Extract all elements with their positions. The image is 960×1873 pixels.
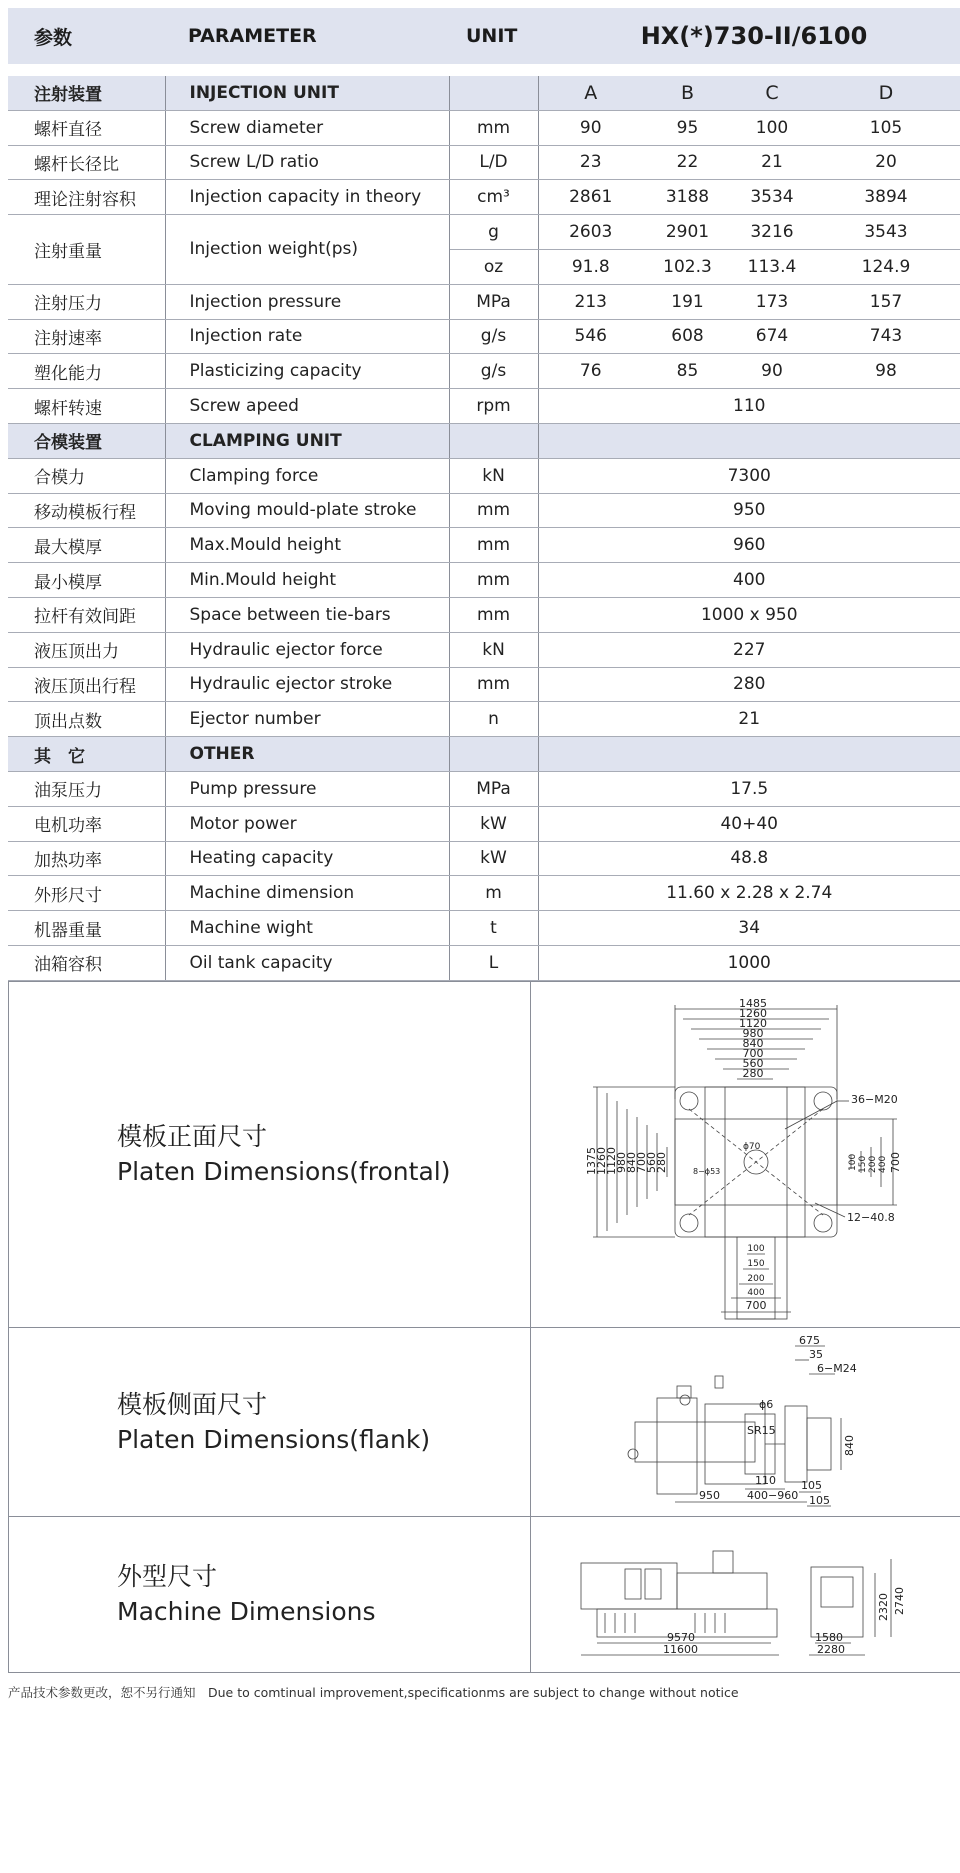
callout-label: 8−ϕ53 [693,1167,721,1177]
row-en: Injection rate [165,319,449,354]
row-unit: MPa [449,771,538,806]
section-injection [8,76,960,110]
dim-label: 6−M24 [817,1361,857,1375]
section-en: CLAMPING UNIT [165,423,449,458]
table-row [8,319,960,354]
dim-label: 200 [747,1274,765,1285]
machine-label-cn: 外型尺寸 [117,1562,218,1592]
dim-label: 2280 [817,1643,846,1657]
table-row [8,528,960,563]
cell-c: 113.4 [732,249,812,284]
row-cn: 油泵压力 [8,771,165,806]
dim-label: 105 [809,1493,831,1507]
cell-d: 98 [812,354,960,389]
row-en: Injection capacity in theory [165,180,449,215]
row-unit: n [449,702,538,737]
row-cn: 理论注射容积 [8,180,165,215]
table-header [8,8,960,64]
header-parameter: PARAMETER [188,25,317,47]
table-row [8,597,960,632]
dim-label: 700 [889,1152,903,1174]
row-en: Min.Mould height [165,563,449,598]
cell-d: 105 [812,110,960,145]
cell-b: 85 [643,354,732,389]
dim-label: 100 [848,1154,859,1172]
cell-d: 124.9 [812,249,960,284]
table-row [8,841,960,876]
dim-label: 840 [843,1434,857,1456]
dim-label: 200 [868,1156,879,1174]
cell-a: 76 [538,354,643,389]
cell-b: 22 [643,145,732,180]
row-unit: oz [449,249,538,284]
cell-value: 227 [538,632,960,667]
cell-a: 546 [538,319,643,354]
row-cn: 最大模厚 [8,528,165,563]
dim-label: SR15 [747,1423,776,1437]
row-cn: 最小模厚 [8,563,165,598]
row-cn: 螺杆转速 [8,389,165,424]
cell-d: 20 [812,145,960,180]
drawing-row-flank [8,1328,960,1517]
cell-value: 110 [538,389,960,424]
row-en: Heating capacity [165,841,449,876]
row-en: Plasticizing capacity [165,354,449,389]
machine-outline-diagram [575,1529,915,1659]
row-en: Oil tank capacity [165,945,449,980]
cell-d: 157 [812,284,960,319]
section-cn: 合模装置 [8,423,165,458]
drawings-section [8,981,960,1673]
table-row [8,493,960,528]
row-en: Space between tie-bars [165,597,449,632]
dim-label: 980 [615,1152,629,1174]
frontal-label-cn: 模板正面尺寸 [117,1122,268,1152]
table-row [8,110,960,145]
section-en: OTHER [165,737,449,772]
cell-a: 91.8 [538,249,643,284]
table-row [8,876,960,911]
table-row [8,354,960,389]
row-en: Moving mould-plate stroke [165,493,449,528]
cell-a: 2861 [538,180,643,215]
header-cn: 参数 [34,26,73,49]
table-row [8,667,960,702]
cell-b: 608 [643,319,732,354]
frontal-platen-diagram [575,989,915,1319]
dim-label: 840 [625,1152,639,1174]
spec-sheet [8,8,960,1701]
dim-label: 980 [742,1027,764,1041]
row-cn: 油箱容积 [8,945,165,980]
table-row [8,563,960,598]
dim-label: 1260 [595,1147,609,1176]
dim-label: 560 [742,1057,764,1071]
dim-label: 2740 [893,1587,907,1616]
row-en: Max.Mould height [165,528,449,563]
row-cn: 注射压力 [8,284,165,319]
dim-label: ϕ6 [759,1397,774,1411]
cell-c: 21 [732,145,812,180]
row-unit: kN [449,632,538,667]
cell-a: 2603 [538,215,643,250]
row-cn: 注射重量 [8,215,165,285]
cell-value: 7300 [538,458,960,493]
dim-label: 400−960 [747,1488,799,1502]
row-en: Injection pressure [165,284,449,319]
cell-c: 3216 [732,215,812,250]
dim-label: 400 [747,1288,765,1299]
table-row [8,180,960,215]
row-cn: 液压顶出行程 [8,667,165,702]
dim-label: 35 [809,1347,824,1361]
row-unit: kW [449,806,538,841]
dim-label: 105 [801,1478,823,1492]
table-row [8,632,960,667]
row-cn: 螺杆长径比 [8,145,165,180]
flank-label-en: Platen Dimensions(flank) [117,1424,431,1454]
row-cn: 机器重量 [8,911,165,946]
footer-note: 产品技术参数更改，恕不另行通知 Due to comtinual improvement,specificationms are subject to change without notice [8,1684,739,1700]
dim-label: 9570 [667,1631,696,1645]
cell-value: 1000 [538,945,960,980]
row-en: Screw diameter [165,110,449,145]
dim-label: 1485 [739,997,768,1011]
cell-value: 280 [538,667,960,702]
row-unit: kW [449,841,538,876]
cell-b: 191 [643,284,732,319]
dim-label: 400 [878,1156,889,1174]
dim-label: 11600 [663,1643,699,1657]
section-cn: 注射装置 [8,76,165,110]
dim-label: 1375 [585,1147,599,1176]
row-unit: L [449,945,538,980]
table-row [8,911,960,946]
cell-a: 23 [538,145,643,180]
row-en: Screw apeed [165,389,449,424]
table-row [8,389,960,424]
machine-drawing [531,1517,960,1672]
row-en: Machine dimension [165,876,449,911]
machine-label-en: Machine Dimensions [117,1597,376,1627]
col-c: C [732,76,812,110]
flank-label-cn: 模板侧面尺寸 [117,1389,268,1419]
cell-value: 950 [538,493,960,528]
cell-value: 400 [538,563,960,598]
dim-label: 110 [755,1473,777,1487]
row-cn: 加热功率 [8,841,165,876]
row-unit: mm [449,563,538,598]
dim-label: 280 [655,1152,669,1174]
section-other [8,737,960,772]
row-unit: g/s [449,354,538,389]
dim-label: 150 [747,1259,765,1270]
row-unit: rpm [449,389,538,424]
row-unit: mm [449,667,538,702]
row-unit: MPa [449,284,538,319]
dim-label: 150 [858,1156,869,1174]
dim-label: 280 [742,1067,764,1081]
frontal-drawing [531,982,960,1327]
cell-d: 3543 [812,215,960,250]
dim-label: 700 [745,1299,767,1313]
row-en: Machine wight [165,911,449,946]
cell-b: 3188 [643,180,732,215]
cell-c: 100 [732,110,812,145]
cell-value: 17.5 [538,771,960,806]
row-cn: 塑化能力 [8,354,165,389]
row-unit: kN [449,458,538,493]
flank-platen-diagram [595,1334,895,1510]
dim-label: 1120 [605,1147,619,1176]
cell-value: 21 [538,702,960,737]
table-row [8,945,960,980]
row-unit: mm [449,597,538,632]
row-cn: 螺杆直径 [8,110,165,145]
cell-a: 213 [538,284,643,319]
dim-label: 1120 [739,1017,768,1031]
row-en: Clamping force [165,458,449,493]
dim-label: 1260 [739,1007,768,1021]
dim-label: 1580 [815,1631,844,1645]
dim-label: 950 [699,1488,721,1502]
dim-label: 100 [747,1244,765,1255]
cell-c: 3534 [732,180,812,215]
col-a: A [538,76,643,110]
row-cn: 合模力 [8,458,165,493]
cell-b: 2901 [643,215,732,250]
dim-label: 2320 [877,1593,891,1622]
row-en: Motor power [165,806,449,841]
spec-table [8,76,960,981]
cell-d: 3894 [812,180,960,215]
header-model: HX(*)730-II/6100 [640,22,868,50]
dim-label: 840 [742,1037,764,1051]
table-row [8,458,960,493]
dim-label: 700 [742,1047,764,1061]
drawing-row-frontal [8,982,960,1328]
cell-c: 173 [732,284,812,319]
cell-value: 960 [538,528,960,563]
callout-label: 12−40.8 [847,1211,895,1225]
col-b: B [643,76,732,110]
cell-c: 90 [732,354,812,389]
row-unit: L/D [449,145,538,180]
cell-b: 95 [643,110,732,145]
cell-value: 34 [538,911,960,946]
row-en: Hydraulic ejector stroke [165,667,449,702]
row-cn: 液压顶出力 [8,632,165,667]
dim-label: 700 [635,1152,649,1174]
dim-label: 675 [799,1333,821,1347]
row-unit: mm [449,110,538,145]
flank-drawing [531,1328,960,1516]
row-en: Pump pressure [165,771,449,806]
row-cn: 移动模板行程 [8,493,165,528]
callout-label: ϕ70 [743,1142,761,1153]
dim-label: 560 [645,1152,659,1174]
section-cn: 其 它 [8,737,165,772]
row-cn: 外形尺寸 [8,876,165,911]
row-en: Ejector number [165,702,449,737]
row-cn: 注射速率 [8,319,165,354]
cell-value: 11.60 x 2.28 x 2.74 [538,876,960,911]
drawing-row-machine [8,1517,960,1673]
cell-value: 1000 x 950 [538,597,960,632]
frontal-label-en: Platen Dimensions(frontal) [117,1157,451,1187]
cell-b: 102.3 [643,249,732,284]
table-row [8,806,960,841]
row-unit: g [449,215,538,250]
cell-a: 90 [538,110,643,145]
table-row [8,284,960,319]
section-en: INJECTION UNIT [165,76,449,110]
row-en: Screw L/D ratio [165,145,449,180]
row-unit: t [449,911,538,946]
row-cn: 拉杆有效间距 [8,597,165,632]
row-unit: m [449,876,538,911]
cell-value: 48.8 [538,841,960,876]
cell-c: 674 [732,319,812,354]
row-cn: 顶出点数 [8,702,165,737]
cell-d: 743 [812,319,960,354]
col-d: D [812,76,960,110]
callout-label: 36−M20 [851,1093,898,1107]
row-unit: mm [449,528,538,563]
header-unit: UNIT [466,25,518,47]
table-row [8,771,960,806]
section-clamping [8,423,960,458]
table-row [8,702,960,737]
row-en: Hydraulic ejector force [165,632,449,667]
row-unit: cm³ [449,180,538,215]
cell-value: 40+40 [538,806,960,841]
row-unit: g/s [449,319,538,354]
table-row [8,145,960,180]
row-unit: mm [449,493,538,528]
row-cn: 电机功率 [8,806,165,841]
table-row [8,215,960,250]
row-en: Injection weight(ps) [165,215,449,285]
